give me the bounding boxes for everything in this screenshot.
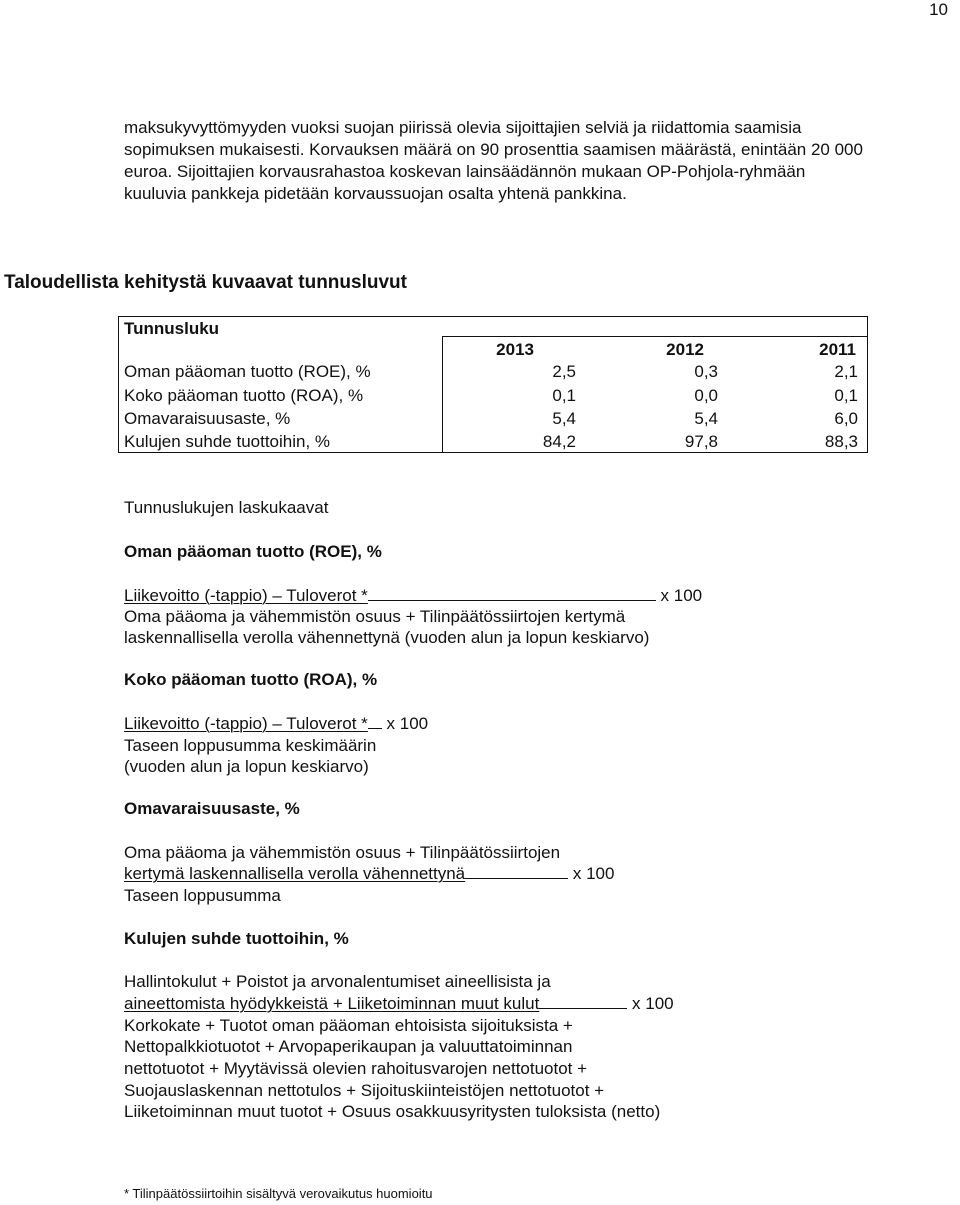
cost-income-numerator-text: aineettomista hyödykkeistä + Liiketoiminnan muut kulut [124, 994, 540, 1013]
table-cell: 2,1 [834, 362, 858, 381]
intro-line: maksukyvyttömyyden vuoksi suojan piirissä olevia sijoittajien selviä ja riidattomia saamisia [124, 118, 802, 137]
cost-income-denominator-line: Liiketoiminnan muut tuotot + Osuus osakkuusyritysten tuloksista (netto) [124, 1102, 661, 1121]
cost-income-denominator-line: Korkokate + Tuotot oman pääoman ehtoisista sijoituksista + [124, 1016, 573, 1035]
table-header: Tunnusluku [124, 319, 220, 338]
year-header-2012: 2012 [666, 340, 704, 359]
table-cell: 84,2 [542, 432, 576, 451]
equity-ratio-denominator: Taseen loppusumma [124, 886, 281, 905]
roe-denominator-line: Oma pääoma ja vähemmistön osuus + Tilinpäätössiirtojen kertymä [124, 607, 626, 626]
equity-ratio-numerator-line2 [124, 863, 614, 885]
roa-denominator-line: Taseen loppusumma keskimäärin [124, 736, 377, 755]
table-cell: 97,8 [684, 432, 718, 451]
fraction-rule [368, 713, 382, 729]
row-label-roa: Koko pääoman tuotto (ROA), % [124, 386, 364, 405]
fraction-rule [465, 863, 568, 879]
intro-line: sopimuksen mukaisesti. Korvauksen määrä on 90 prosenttia saamisen määrästä, enintään 20 000 [124, 140, 863, 159]
row-label-roe: Oman pääoman tuotto (ROE), % [124, 362, 371, 381]
cost-income-numerator-line1: Hallintokulut + Poistot ja arvonalentumiset aineellisista ja [124, 972, 551, 991]
table-cell: 0,0 [694, 386, 718, 405]
table-cell: 0,1 [552, 386, 576, 405]
roa-multiplier: x 100 [386, 714, 429, 733]
roa-denominator-line: (vuoden alun ja lopun keskiarvo) [124, 757, 369, 776]
cost-income-formula-title: Kulujen suhde tuottoihin, % [124, 929, 349, 948]
roe-numerator-text: Liikevoitto (-tappio) – Tuloverot * [124, 586, 368, 605]
equity-ratio-numerator-text: kertymä laskennallisella verolla vähennettynä [124, 864, 466, 883]
cost-income-multiplier: x 100 [632, 994, 674, 1013]
roa-formula-title: Koko pääoman tuotto (ROA), % [124, 670, 378, 689]
equity-ratio-multiplier: x 100 [572, 864, 615, 883]
intro-line: kuuluvia pankkeja pidetään korvaussuojan osalta yhtenä pankkina. [124, 184, 627, 203]
section-title: Taloudellista kehitystä kuvaavat tunnusluvut [4, 272, 407, 293]
table-cell: 0,1 [834, 386, 858, 405]
table-cell: 0,3 [694, 362, 718, 381]
year-header-2013: 2013 [496, 340, 534, 359]
table-cell: 2,5 [552, 362, 576, 381]
row-label-equity-ratio: Omavaraisuusaste, % [124, 409, 291, 428]
row-label-cost-income: Kulujen suhde tuottoihin, % [124, 432, 331, 451]
roe-numerator [124, 585, 702, 607]
equity-ratio-formula-title: Omavaraisuusaste, % [124, 799, 300, 818]
formulas-title: Tunnuslukujen laskukaavat [124, 498, 329, 517]
table-cell: 6,0 [834, 409, 858, 428]
cost-income-numerator-line2 [124, 993, 674, 1015]
table-cell: 88,3 [824, 432, 858, 451]
cost-income-denominator-line: nettotuotot + Myytävissä olevien rahoitusvarojen nettotuotot + [124, 1059, 588, 1078]
table-cell: 5,4 [694, 409, 718, 428]
roa-numerator [124, 713, 428, 735]
roa-numerator-text: Liikevoitto (-tappio) – Tuloverot * [124, 714, 368, 733]
page-number: 10 [929, 0, 948, 19]
roe-formula-title: Oman pääoman tuotto (ROE), % [124, 542, 382, 561]
table-cell: 5,4 [552, 409, 576, 428]
fraction-rule [368, 585, 656, 601]
roe-multiplier: x 100 [660, 586, 703, 605]
year-header-2011: 2011 [819, 340, 856, 359]
cost-income-denominator-line: Nettopalkkiotuotot + Arvopaperikaupan ja valuuttatoiminnan [124, 1037, 573, 1056]
roe-denominator-line: laskennallisella verolla vähennettynä (vuoden alun ja lopun keskiarvo) [124, 628, 650, 647]
footnote: * Tilinpäätössiirtoihin sisältyvä verovaikutus huomioitu [124, 1186, 433, 1201]
cost-income-denominator-line: Suojauslaskennan nettotulos + Sijoituskiinteistöjen nettotuotot + [124, 1081, 605, 1100]
equity-ratio-numerator-line1: Oma pääoma ja vähemmistön osuus + Tilinpäätössiirtojen [124, 843, 561, 862]
intro-line: euroa. Sijoittajien korvausrahastoa koskevan lainsäädännön mukaan OP-Pohjola-ryhmään [124, 162, 806, 181]
fraction-rule [539, 993, 627, 1009]
